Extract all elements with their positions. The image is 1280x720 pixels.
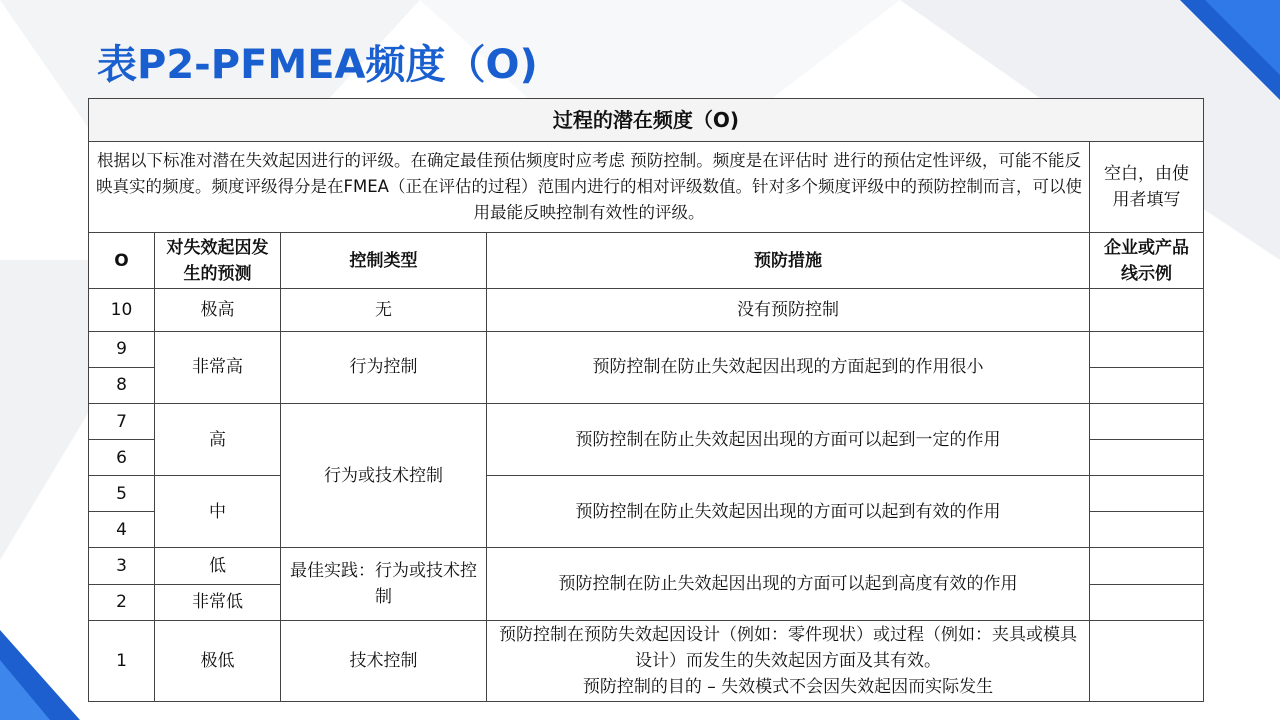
- header-example: 企业或产品线示例: [1090, 233, 1204, 288]
- rating-cell: 5: [89, 476, 155, 512]
- table-title: 过程的潜在频度（O): [89, 99, 1204, 142]
- rating-cell: 6: [89, 440, 155, 476]
- example-cell[interactable]: [1090, 367, 1204, 403]
- header-prediction: 对失效起因发生的预测: [155, 233, 281, 288]
- table-row: [89, 476, 1204, 512]
- intro-text: 根据以下标准对潜在失效起因进行的评级。在确定最佳预估频度时应考虑 预防控制。频度是在评估时 进行的预估定性评级，可能不能反映真实的频度。频度评级得分是在FMEA（正在评估的过程）范围内进行的相对评级数值。针对多个频度评级中的预防控制而言，可以使用最能反映控制有效性的评级。: [89, 142, 1090, 233]
- header-control-type: 控制类型: [281, 233, 487, 288]
- example-cell[interactable]: [1090, 584, 1204, 620]
- measure-cell: [487, 620, 1090, 701]
- control-type-cell: 最佳实践：行为或技术控制: [281, 548, 487, 620]
- rating-cell: 10: [89, 288, 155, 331]
- measure-cell: 预防控制在防止失效起因出现的方面可以起到高度有效的作用: [487, 548, 1090, 620]
- prediction-cell: 极低: [155, 620, 281, 701]
- rating-cell: 2: [89, 584, 155, 620]
- table-row: [89, 288, 1204, 331]
- measure-text-1: 预防控制在预防失效起因设计（例如：零件现状）或过程（例如：夹具或模具设计）而发生的失效起因方面及其有效。: [499, 624, 1077, 671]
- prediction-cell: 非常高: [155, 331, 281, 403]
- example-cell[interactable]: [1090, 620, 1204, 701]
- header-o: O: [89, 233, 155, 288]
- rating-cell: 4: [89, 512, 155, 548]
- table-row: [89, 620, 1204, 701]
- table-row: [89, 403, 1204, 439]
- table-row: [89, 548, 1204, 584]
- control-type-cell: 行为控制: [281, 331, 487, 403]
- example-cell[interactable]: [1090, 288, 1204, 331]
- example-cell[interactable]: [1090, 440, 1204, 476]
- rating-cell: 1: [89, 620, 155, 701]
- measure-cell: 没有预防控制: [487, 288, 1090, 331]
- example-cell[interactable]: [1090, 331, 1204, 367]
- prediction-cell: 非常低: [155, 584, 281, 620]
- measure-cell: 预防控制在防止失效起因出现的方面可以起到有效的作用: [487, 476, 1090, 548]
- example-cell[interactable]: [1090, 512, 1204, 548]
- header-measures: 预防措施: [487, 233, 1090, 288]
- prediction-cell: 中: [155, 476, 281, 548]
- measure-cell: 预防控制在防止失效起因出现的方面起到的作用很小: [487, 331, 1090, 403]
- example-cell[interactable]: [1090, 548, 1204, 584]
- measure-text-2: 预防控制的目的 – 失效模式不会因失效起因而实际发生: [582, 676, 994, 697]
- prediction-cell: 低: [155, 548, 281, 584]
- example-cell[interactable]: [1090, 476, 1204, 512]
- pfmea-occurrence-table: [88, 98, 1204, 702]
- intro-note: 空白，由使用者填写: [1090, 142, 1204, 233]
- rating-cell: 3: [89, 548, 155, 584]
- rating-cell: 7: [89, 403, 155, 439]
- control-type-cell: 行为或技术控制: [281, 403, 487, 547]
- table-row: [89, 331, 1204, 367]
- prediction-cell: 高: [155, 403, 281, 475]
- prediction-cell: 极高: [155, 288, 281, 331]
- rating-cell: 9: [89, 331, 155, 367]
- control-type-cell: 无: [281, 288, 487, 331]
- control-type-cell: 技术控制: [281, 620, 487, 701]
- slide-title: 表P2-PFMEA频度（O): [97, 42, 538, 88]
- rating-cell: 8: [89, 367, 155, 403]
- measure-cell: 预防控制在防止失效起因出现的方面可以起到一定的作用: [487, 403, 1090, 475]
- example-cell[interactable]: [1090, 403, 1204, 439]
